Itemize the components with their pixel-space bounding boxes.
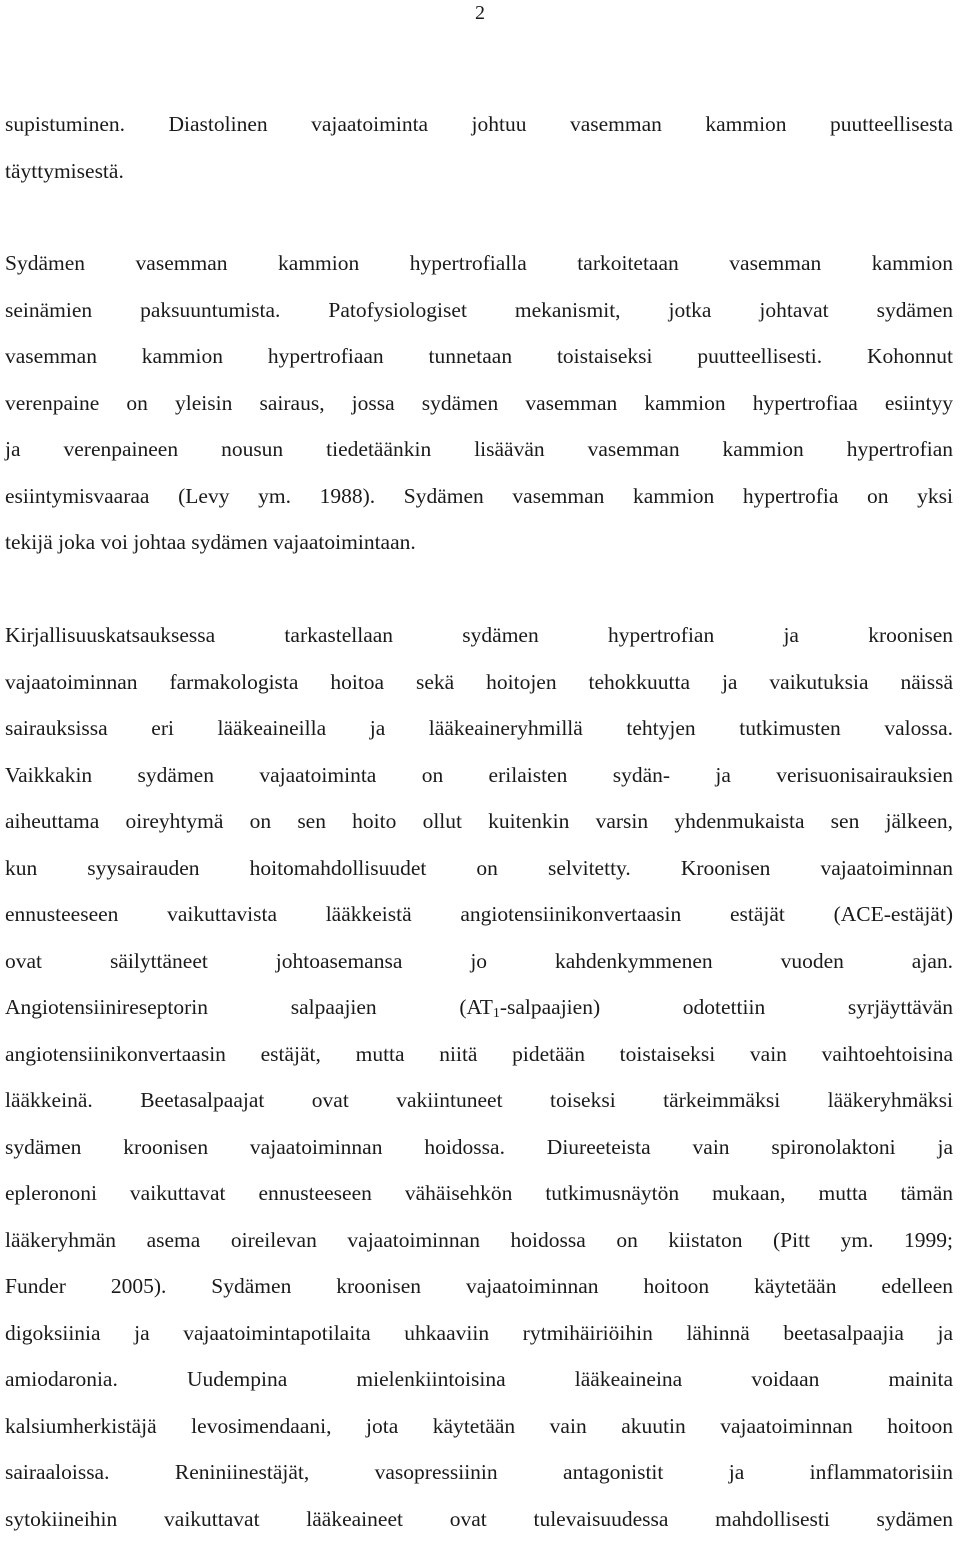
text-line: verenpaine on yleisin sairaus, jossa sydämen vasemman kammion hypertrofiaa esiintyy bbox=[5, 380, 953, 427]
text-line: aiheuttama oireyhtymä on sen hoito ollut kuitenkin varsin yhdenmukaista sen jälkeen, bbox=[5, 798, 953, 845]
text-line: vasemman kammion hypertrofiaan tunnetaan toistaiseksi puutteellisesti. Kohonnut bbox=[5, 333, 953, 380]
text-line: sairaaloissa. Reniniinestäjät, vasopressiinin antagonistit ja inflammatorisiin bbox=[5, 1449, 953, 1496]
paragraph-3 bbox=[5, 612, 953, 1542]
text-line: Vaikkakin sydämen vajaatoiminta on erilaisten sydän- ja verisuonisairauksien bbox=[5, 752, 953, 799]
text-line: tekijä joka voi johtaa sydämen vajaatoimintaan. bbox=[5, 519, 953, 566]
text-line: vajaatoiminnan farmakologista hoitoa sekä hoitojen tehokkuutta ja vaikutuksia näissä bbox=[5, 659, 953, 706]
text-line: täyttymisestä. bbox=[5, 148, 953, 195]
paragraph-1 bbox=[5, 101, 953, 194]
text-line: kalsiumherkistäjä levosimendaani, jota käytetään vain akuutin vajaatoiminnan hoitoon bbox=[5, 1403, 953, 1450]
text-line: kun syysairauden hoitomahdollisuudet on selvitetty. Kroonisen vajaatoiminnan bbox=[5, 845, 953, 892]
text-line: Sydämen vasemman kammion hypertrofialla tarkoitetaan vasemman kammion bbox=[5, 240, 953, 287]
text-line: eplerononi vaikuttavat ennusteeseen vähäisehkön tutkimusnäytön mukaan, mutta tämän bbox=[5, 1170, 953, 1217]
text-line: lääkeryhmän asema oireilevan vajaatoiminnan hoidossa on kiistaton (Pitt ym. 1999; bbox=[5, 1217, 953, 1264]
text-line: angiotensiinikonvertaasin estäjät, mutta niitä pidetään toistaiseksi vain vaihtoehtoisina bbox=[5, 1031, 953, 1078]
text-line: ovat säilyttäneet johtoasemansa jo kahdenkymmenen vuoden ajan. bbox=[5, 938, 953, 985]
text-line: digoksiinia ja vajaatoimintapotilaita uhkaaviin rytmihäiriöihin lähinnä beetasalpaajia ja bbox=[5, 1310, 953, 1357]
text-line: ennusteeseen vaikuttavista lääkkeistä angiotensiinikonvertaasin estäjät (ACE-estäjät) bbox=[5, 891, 953, 938]
page-number: 2 bbox=[470, 2, 490, 24]
text-line: sydämen kroonisen vajaatoiminnan hoidossa. Diureeteista vain spironolaktoni ja bbox=[5, 1124, 953, 1171]
text-line: Funder 2005). Sydämen kroonisen vajaatoiminnan hoitoon käytetään edelleen bbox=[5, 1263, 953, 1310]
text-line: sytokiineihin vaikuttavat lääkeaineet ovat tulevaisuudessa mahdollisesti sydämen bbox=[5, 1496, 953, 1542]
text-line-at1 bbox=[5, 984, 953, 1031]
text-line: amiodaronia. Uudempina mielenkiintoisina lääkeaineina voidaan mainita bbox=[5, 1356, 953, 1403]
text-line: supistuminen. Diastolinen vajaatoiminta johtuu vasemman kammion puutteellisesta bbox=[5, 101, 953, 148]
at1-prefix: Angiotensiinireseptorin salpaajien (AT bbox=[5, 995, 493, 1019]
text-line: seinämien paksuuntumista. Patofysiologiset mekanismit, jotka johtavat sydämen bbox=[5, 287, 953, 334]
text-line: ja verenpaineen nousun tiedetäänkin lisäävän vasemman kammion hypertrofian bbox=[5, 426, 953, 473]
text-line: sairauksissa eri lääkeaineilla ja lääkeaineryhmillä tehtyjen tutkimusten valossa. bbox=[5, 705, 953, 752]
text-line: lääkkeinä. Beetasalpaajat ovat vakiintuneet toiseksi tärkeimmäksi lääkeryhmäksi bbox=[5, 1077, 953, 1124]
text-line: Kirjallisuuskatsauksessa tarkastellaan sydämen hypertrofian ja kroonisen bbox=[5, 612, 953, 659]
at1-subscript: 1 bbox=[493, 1006, 500, 1021]
text-line: esiintymisvaaraa (Levy ym. 1988). Sydämen vasemman kammion hypertrofia on yksi bbox=[5, 473, 953, 520]
paragraph-2 bbox=[5, 240, 953, 566]
at1-rest: -salpaajien) odotettiin syrjäyttävän bbox=[500, 995, 953, 1019]
